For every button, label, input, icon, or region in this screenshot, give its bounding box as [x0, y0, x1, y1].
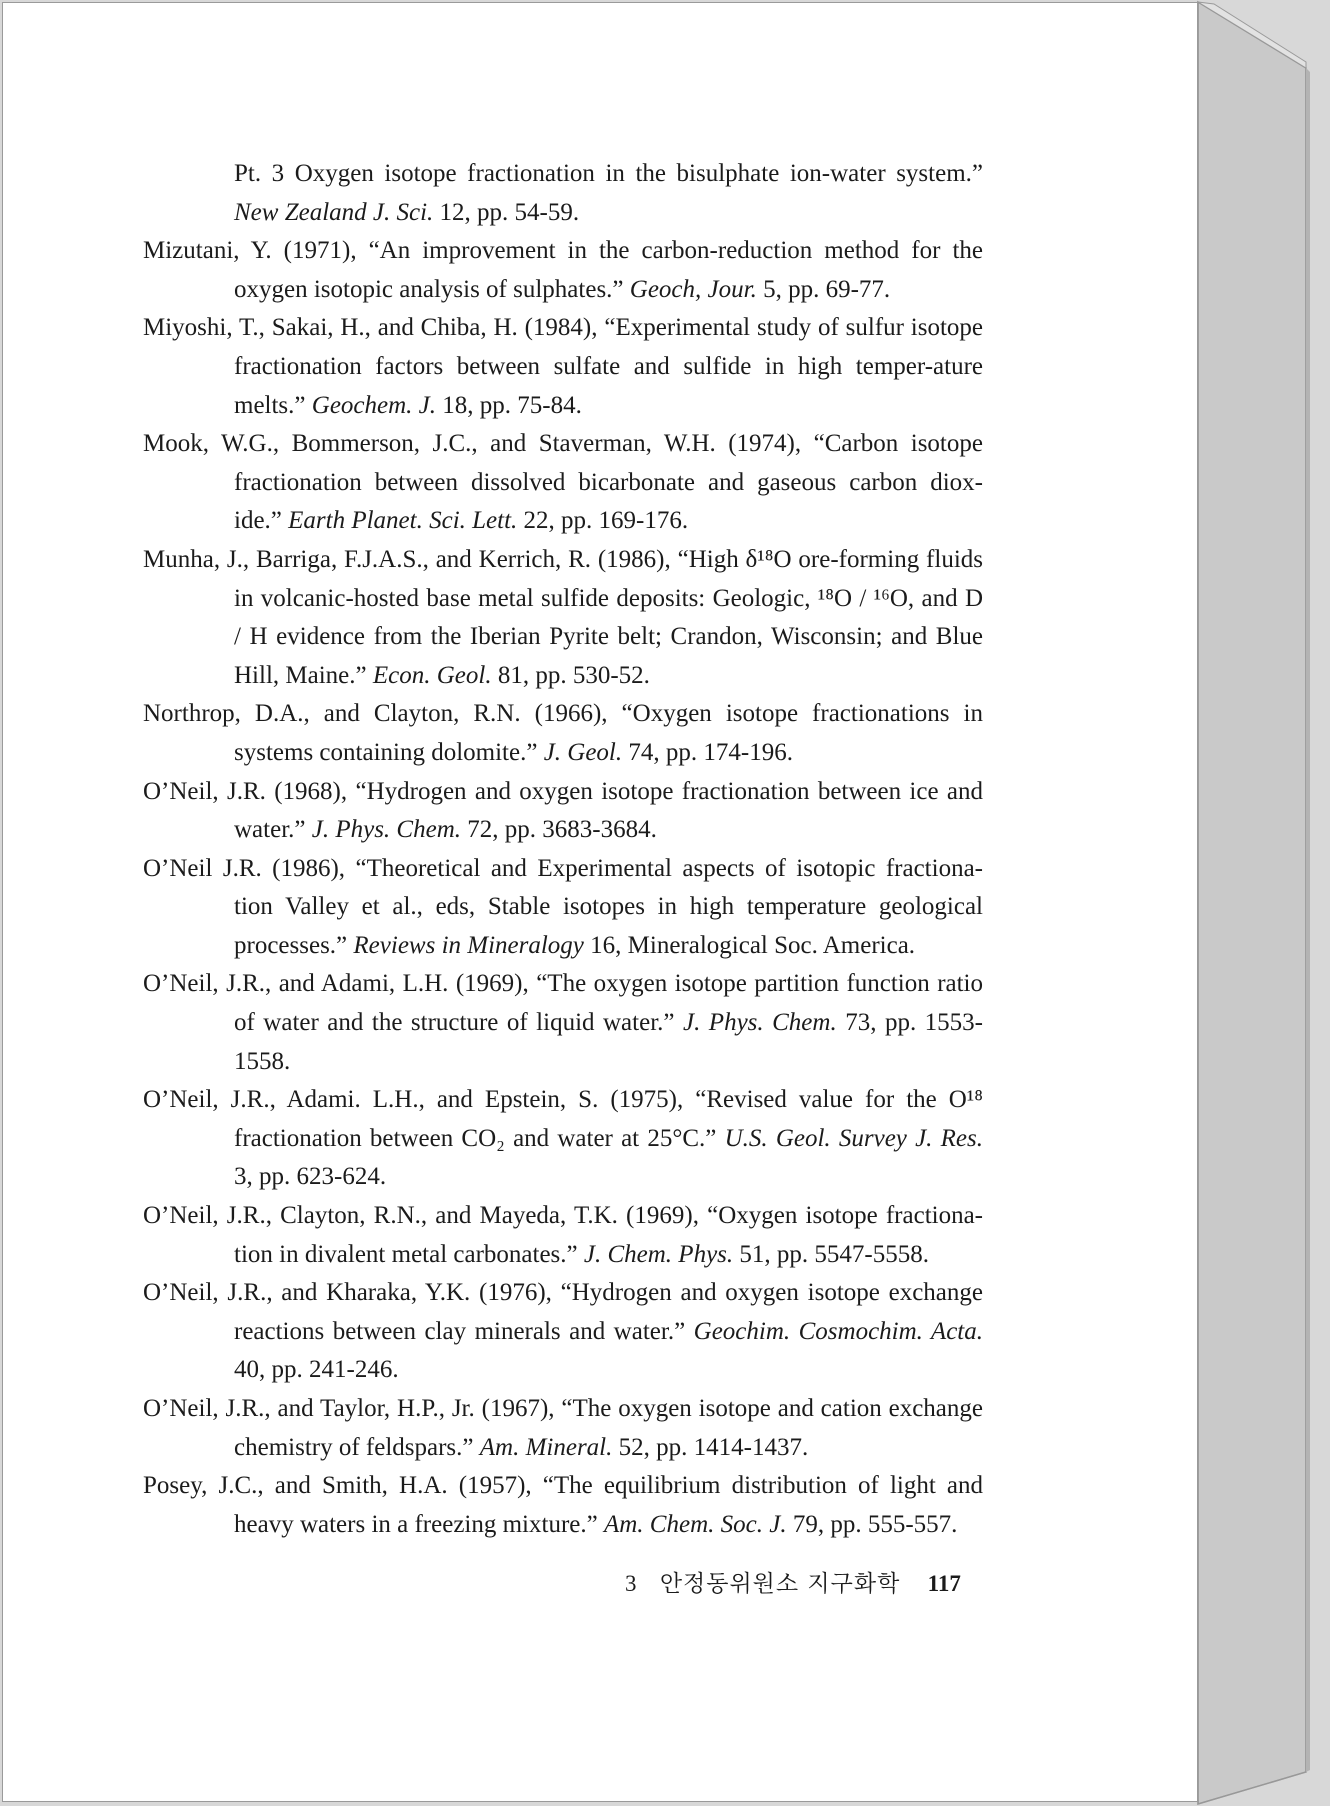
reference-entry [143, 965, 983, 1081]
reference-journal: J. Phys. Chem. [311, 816, 462, 844]
reference-volume-pages: 79, pp. 555-557. [786, 1510, 958, 1538]
reference-entry [143, 541, 983, 695]
reference-title: “The oxygen isotope and cation exchange chemistry of feldspars.” [234, 1395, 984, 1461]
page-number: 117 [927, 1571, 961, 1596]
reference-entry [143, 309, 983, 425]
reference-author: O’Neil, J.R., Adami. L.H., and Epstein, S. (1975), [143, 1086, 696, 1114]
reference-volume-pages: 72, pp. 3683-3684. [461, 816, 657, 844]
reference-journal: Geochim. Cosmochim. Acta. [693, 1317, 983, 1345]
reference-title: “The oxygen isotope partition function ratio of water and the structure of liquid water.” [234, 970, 984, 1037]
reference-entry [143, 1274, 983, 1390]
reference-journal: J. Geol. [543, 738, 623, 766]
reference-volume-pages: 22, pp. 169-176. [517, 507, 689, 535]
reference-journal: Reviews in Mineralogy [353, 931, 584, 959]
page-footer [625, 1565, 961, 1598]
reference-entry [143, 773, 983, 850]
chapter-title: 안정동위원소 지구화학 [659, 1571, 901, 1597]
reference-title: “Oxygen isotope fractionations in systems containing dolomite.” [234, 700, 983, 766]
reference-author: Mizutani, Y. (1971), [143, 237, 369, 265]
reference-author: O’Neil, J.R., and Taylor, H.P., Jr. (1967), [143, 1395, 562, 1422]
reference-journal: Geochem. J. [311, 391, 437, 419]
reference-journal: Geoch, Jour. [629, 275, 757, 303]
reference-journal: J. Phys. Chem. [682, 1009, 837, 1037]
reference-volume-pages: 40, pp. 241-246. [234, 1356, 399, 1384]
reference-volume-pages: 3, pp. 623-624. [234, 1163, 387, 1191]
reference-author: Munha, J., Barriga, F.J.A.S., and Kerrich, R. (1986), [143, 545, 678, 573]
reference-journal: Am. Chem. Soc. J. [603, 1510, 787, 1538]
page [2, 2, 1198, 1802]
reference-volume-pages: 5, pp. 69-77. [756, 275, 891, 303]
reference-title: “Experimental study of sulfur isotope fractionation factors between sulfate and sulfide in high temper-ature melts.” [234, 314, 983, 419]
reference-title: “Theoretical and Experimental aspects of isotopic fractiona-tion Valley et al., eds, Stable isotopes in high temperature geological processes.” [234, 854, 983, 959]
reference-author: O’Neil, J.R., and Kharaka, Y.K. (1976), [143, 1279, 561, 1307]
reference-journal: Am. Mineral. [479, 1433, 613, 1461]
reference-author: Mook, W.G., Bommerson, J.C., and Staverman, W.H. (1974), [143, 430, 814, 458]
reference-author: Miyoshi, T., Sakai, H., and Chiba, H. (1984), [143, 314, 605, 342]
chapter-number: 3 [625, 1571, 637, 1596]
reference-entry [143, 1390, 983, 1467]
reference-journal: U.S. Geol. Survey J. Res. [724, 1124, 983, 1152]
reference-author: Posey, J.C., and Smith, H.A. (1957), [143, 1472, 543, 1500]
reference-entry [143, 695, 983, 772]
reference-volume-pages: 81, pp. 530-52. [491, 661, 650, 689]
reference-author: O’Neil J.R. (1986), [143, 854, 356, 882]
reference-volume-pages: 12, pp. 54-59. [433, 198, 580, 226]
reference-author: O’Neil, J.R. (1968), [143, 777, 356, 805]
reference-volume-pages: 18, pp. 75-84. [436, 391, 582, 419]
reference-entry [143, 232, 983, 309]
reference-title: “Hydrogen and oxygen isotope exchange reactions between clay minerals and water.” [234, 1279, 983, 1345]
reference-title: “The equilibrium distribution of light and heavy waters in a freezing mixture.” [234, 1472, 983, 1538]
reference-entry [143, 1467, 983, 1544]
reference-entry [143, 1197, 983, 1274]
reference-journal: New Zealand J. Sci. [234, 198, 434, 226]
reference-title: “High δ¹⁸O ore-forming fluids in volcanic-hosted base metal sulfide deposits: Geologic, ¹⁸O / ¹⁶O, and D / H evidence from the Iberian Pyrite belt; Crandon, Wisconsin; and Blue Hill, Maine.” [234, 545, 983, 689]
reference-title: “Revised value for the O¹⁸ fractionation between CO₂ and water at 25°C.” [234, 1086, 984, 1152]
reference-title: Pt. 3 Oxygen isotope fractionation in the bisulphate ion-water system.” [234, 160, 983, 187]
reference-volume-pages: 52, pp. 1414-1437. [612, 1433, 809, 1461]
reference-volume-pages: 74, pp. 174-196. [622, 738, 793, 766]
reference-entry [143, 155, 983, 232]
reference-journal: Earth Planet. Sci. Lett. [288, 507, 518, 535]
reference-title: “Hydrogen and oxygen isotope fractionation between ice and water.” [234, 777, 983, 844]
reference-title: “An improvement in the carbon-reduction method for the oxygen isotopic analysis of sulphates.” [234, 237, 983, 303]
reference-journal: J. Chem. Phys. [583, 1240, 734, 1268]
reference-volume-pages: 73, pp. 1553-1558. [234, 1009, 983, 1075]
reference-entry [143, 1081, 983, 1197]
reference-journal: Econ. Geol. [372, 661, 492, 689]
reference-volume-pages: 16, Mineralogical Soc. America. [583, 931, 916, 959]
reference-author: O’Neil, J.R., and Adami, L.H. (1969), [143, 970, 537, 998]
reference-author: Northrop, D.A., and Clayton, R.N. (1966), [143, 700, 622, 728]
reference-title: “Carbon isotope fractionation between dissolved bicarbonate and gaseous carbon diox-ide.” [234, 430, 983, 535]
reference-volume-pages: 51, pp. 5547-5558. [733, 1240, 929, 1268]
reference-author: O’Neil, J.R., Clayton, R.N., and Mayeda, T.K. (1969), [143, 1202, 708, 1230]
reference-entry [143, 425, 983, 541]
reference-title: “Oxygen isotope fractiona-tion in divalent metal carbonates.” [234, 1202, 984, 1268]
reference-entry [143, 850, 983, 966]
reference-list [143, 155, 983, 1544]
